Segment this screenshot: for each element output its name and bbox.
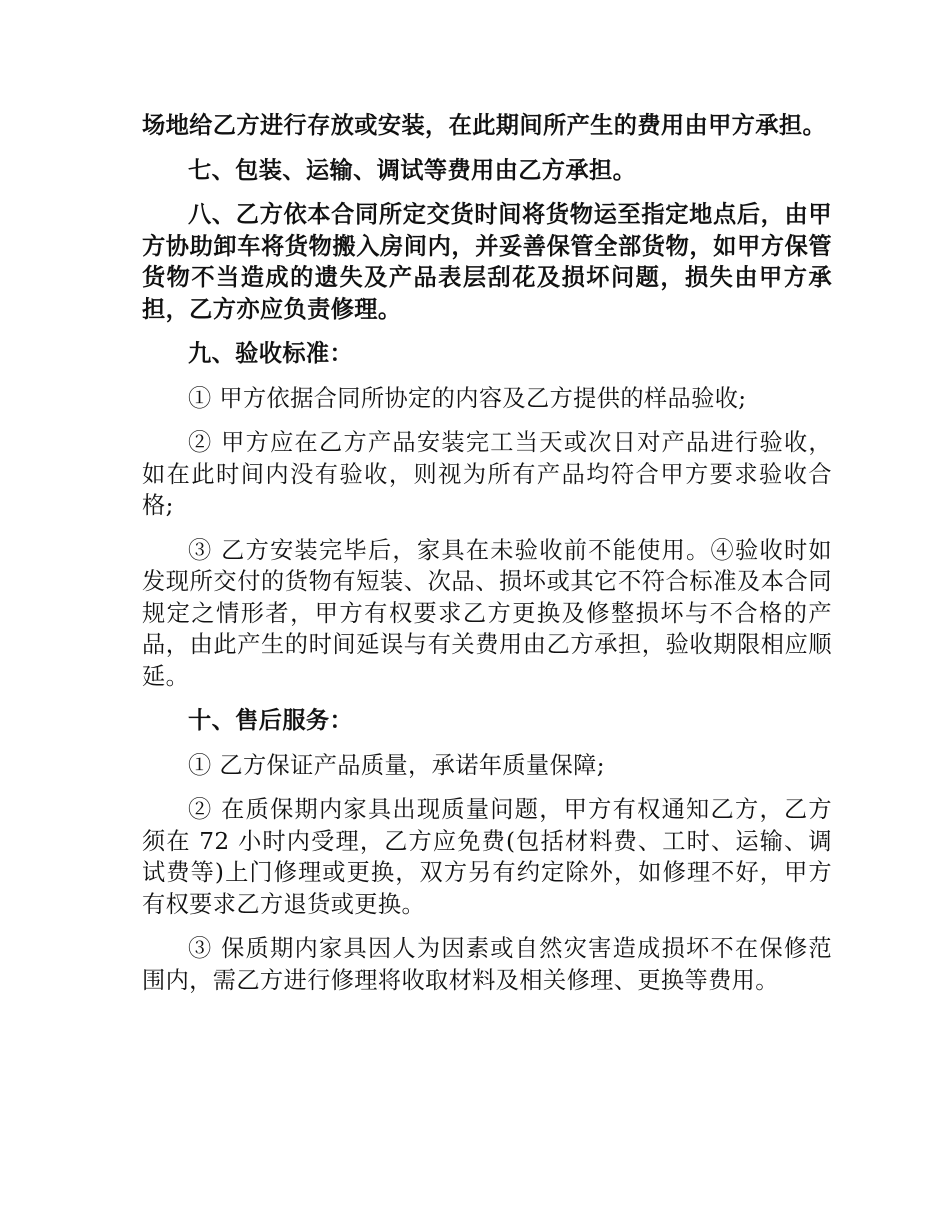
paragraph-continuation: 场地给乙方进行存放或安装，在此期间所产生的费用由甲方承担。 (142, 112, 827, 139)
document-page (142, 110, 832, 1009)
clause-9-heading: 九、验收标准： (188, 340, 354, 367)
clause-10-item-2: ② 在质保期内家具出现质量问题，甲方有权通知乙方，乙方须在 72 小时内受理，乙方应免费(包括材料费、工时、运输、调试费等)上门修理或更换，双方另有约定除外，如修理不好，甲方有权要求乙方退货或更换。 (142, 796, 832, 918)
clause-8-delivery: 八、乙方依本合同所定交货时间将货物运至指定地点后，由甲方协助卸车将货物搬入房间内，并妥善保管全部货物，如甲方保管货物不当造成的遗失及产品表层刮花及损坏问题，损失由甲方承担，乙方亦应负责修理。 (142, 201, 832, 323)
clause-9-item-3: ③ 乙方安装完毕后，家具在未验收前不能使用。④验收时如发现所交付的货物有短装、次品、损坏或其它不符合标准及本合同规定之情形者，甲方有权要求乙方更换及修整损坏与不合格的产品，由此产生的时间延误与有关费用由乙方承担，验收期限相应顺延。 (142, 536, 832, 690)
clause-10-item-3: ③ 保质期内家具因人为因素或自然灾害造成损坏不在保修范围内，需乙方进行修理将收取材料及相关修理、更换等费用。 (142, 935, 832, 994)
clause-9-item-2: ② 甲方应在乙方产品安装完工当天或次日对产品进行验收，如在此时间内没有验收，则视为所有产品均符合甲方要求验收合格; (142, 429, 832, 519)
clause-10-item-1: ① 乙方保证产品质量，承诺年质量保障; (188, 751, 605, 779)
clause-9-item-1: ① 甲方依据合同所协定的内容及乙方提供的样品验收; (188, 384, 747, 412)
clause-7-packaging: 七、包装、运输、调试等费用由乙方承担。 (188, 156, 637, 184)
clause-10-heading: 十、售后服务： (188, 707, 354, 734)
